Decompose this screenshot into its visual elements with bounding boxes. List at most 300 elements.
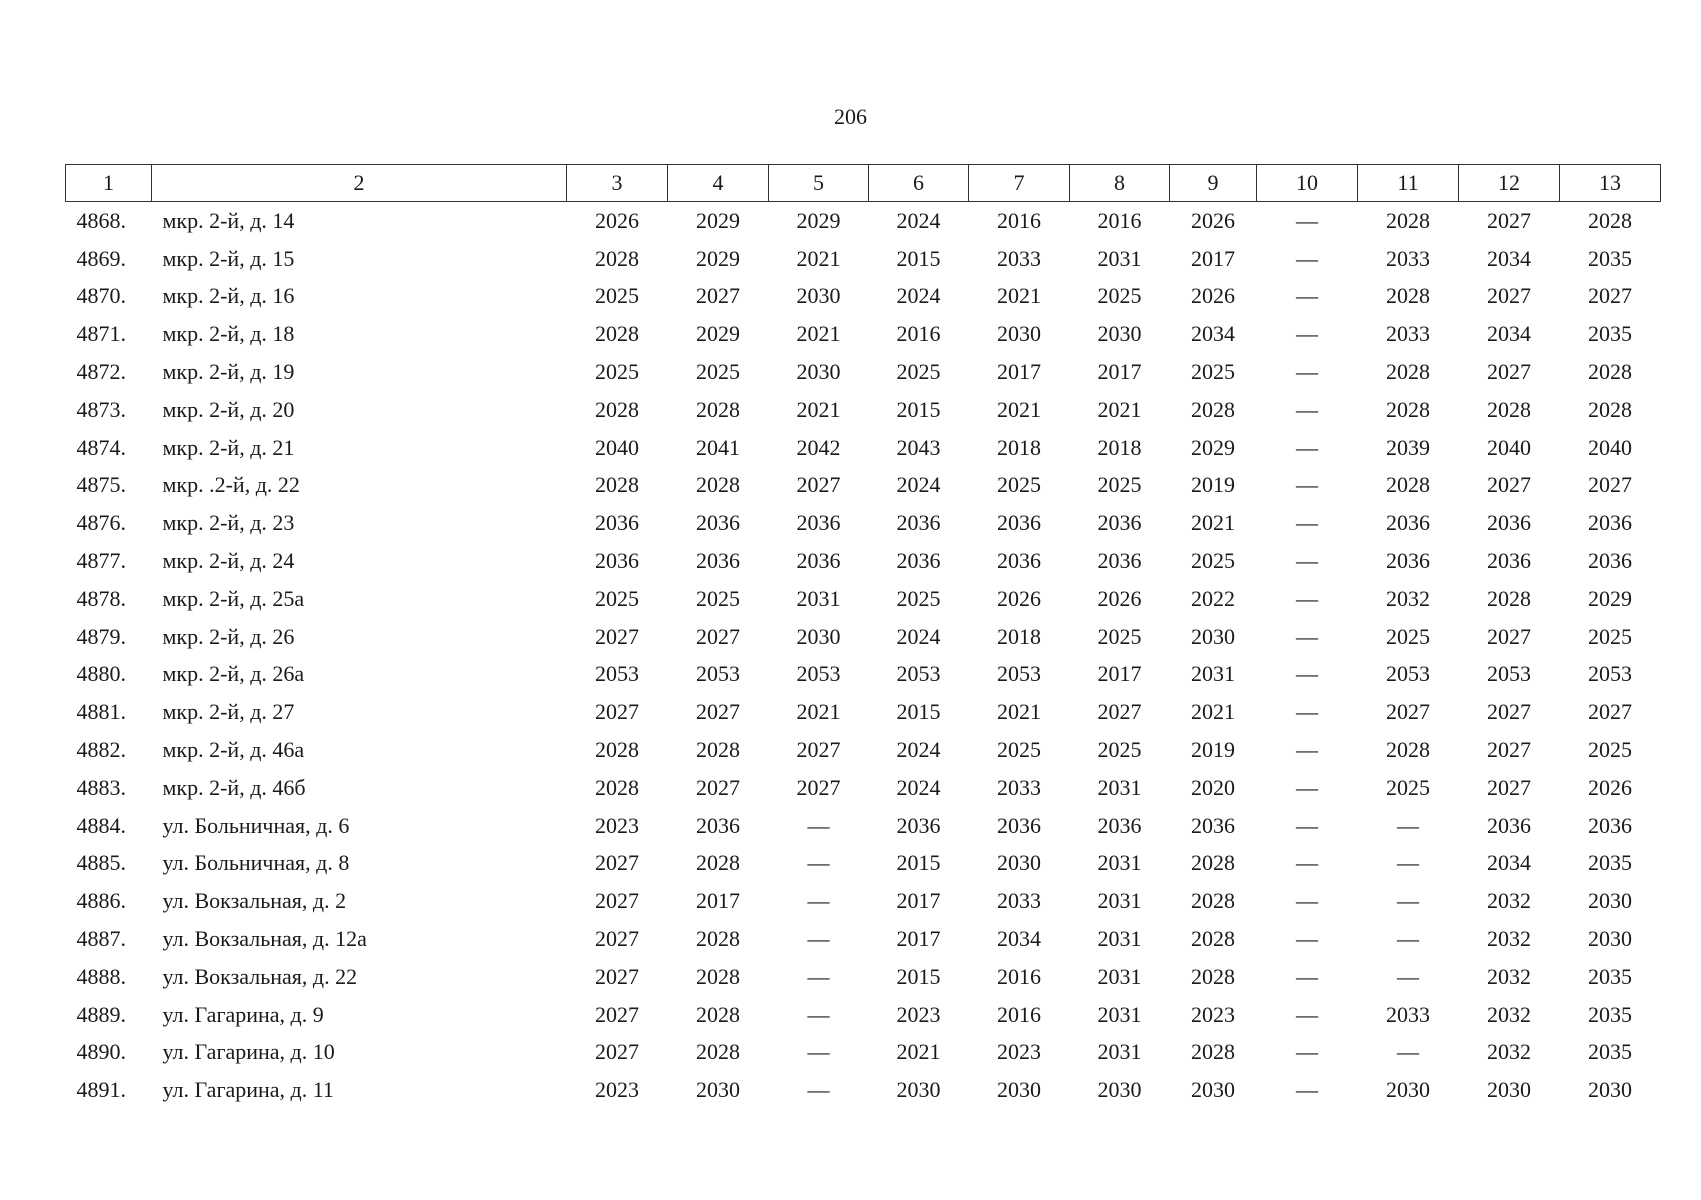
year-cell-col-9: 2031 — [1191, 661, 1235, 687]
row-number-cell: 4879. — [76, 623, 126, 649]
year-cell-col-3: 2027 — [595, 926, 639, 952]
year-cell-col-10: — — [1296, 1077, 1318, 1103]
year-cell-col-3: 2027 — [595, 963, 639, 989]
year-cell-col-6: 2021 — [896, 1039, 941, 1065]
year-cell-col-10: — — [1296, 812, 1318, 838]
year-cell-col-6: 2017 — [896, 888, 941, 914]
row-number-cell: 4886. — [76, 888, 126, 914]
year-cell-col-11: 2028 — [1386, 396, 1430, 422]
table-row — [66, 315, 1661, 353]
year-cell-col-7: 2030 — [997, 321, 1041, 347]
year-cell-col-13: 2028 — [1588, 207, 1632, 233]
year-cell-col-10: — — [1296, 321, 1318, 347]
year-cell-col-5: 2027 — [796, 774, 841, 800]
year-cell-col-5: — — [807, 812, 830, 838]
year-cell-col-9: 2028 — [1191, 396, 1235, 422]
year-cell-col-5: 2021 — [796, 396, 841, 422]
year-cell-col-8: 2031 — [1097, 774, 1142, 800]
year-cell-col-3: 2028 — [595, 396, 639, 422]
year-cell-col-10: — — [1296, 548, 1318, 574]
year-cell-col-6: 2024 — [896, 774, 941, 800]
table-row — [66, 202, 1661, 240]
year-cell-col-6: 2025 — [896, 359, 941, 385]
year-cell-col-13: 2053 — [1588, 661, 1632, 687]
year-cell-col-11: — — [1397, 926, 1419, 952]
address-cell: мкр. 2-й, д. 46а — [162, 737, 305, 763]
year-cell-col-9: 2026 — [1191, 283, 1235, 309]
year-cell-col-4: 2036 — [696, 510, 740, 536]
year-cell-col-5: — — [807, 1077, 830, 1103]
year-cell-col-11: 2033 — [1386, 321, 1430, 347]
year-cell-col-7: 2016 — [997, 1001, 1041, 1027]
year-cell-col-7: 2033 — [997, 888, 1041, 914]
year-cell-col-9: 2034 — [1191, 321, 1235, 347]
year-cell-col-11: — — [1397, 850, 1419, 876]
year-cell-col-4: 2027 — [696, 283, 740, 309]
year-cell-col-7: 2033 — [997, 245, 1041, 271]
year-cell-col-7: 2021 — [997, 699, 1041, 725]
schedule-table — [65, 164, 1661, 1109]
year-cell-col-11: 2053 — [1386, 661, 1430, 687]
year-cell-col-10: — — [1296, 434, 1318, 460]
year-cell-col-12: 2027 — [1487, 283, 1531, 309]
year-cell-col-8: 2016 — [1097, 207, 1142, 233]
year-cell-col-3: 2027 — [595, 1039, 639, 1065]
year-cell-col-13: 2036 — [1588, 548, 1632, 574]
row-number-cell: 4873. — [76, 396, 126, 422]
table-row — [66, 240, 1661, 278]
year-cell-col-7: 2021 — [997, 396, 1041, 422]
year-cell-col-3: 2023 — [595, 812, 639, 838]
year-cell-col-3: 2027 — [595, 699, 639, 725]
table-row — [66, 618, 1661, 656]
year-cell-col-13: 2030 — [1588, 926, 1632, 952]
year-cell-col-4: 2036 — [696, 812, 740, 838]
year-cell-col-3: 2025 — [595, 283, 639, 309]
table-row — [66, 769, 1661, 807]
address-cell: ул. Гагарина, д. 9 — [162, 1001, 324, 1027]
year-cell-col-7: 2018 — [997, 623, 1041, 649]
column-header-12: 12 — [1459, 165, 1560, 202]
column-header-1: 1 — [66, 165, 152, 202]
year-cell-col-8: 2017 — [1097, 359, 1142, 385]
year-cell-col-8: 2025 — [1097, 737, 1142, 763]
year-cell-col-11: 2028 — [1386, 737, 1430, 763]
year-cell-col-10: — — [1296, 207, 1318, 233]
table-row — [66, 882, 1661, 920]
year-cell-col-9: 2026 — [1191, 207, 1235, 233]
row-number-cell: 4891. — [76, 1077, 126, 1103]
address-cell: мкр. 2-й, д. 26 — [162, 623, 295, 649]
address-cell: ул. Вокзальная, д. 2 — [162, 888, 347, 914]
year-cell-col-13: 2035 — [1588, 245, 1632, 271]
row-number-cell: 4885. — [76, 850, 126, 876]
year-cell-col-12: 2032 — [1487, 963, 1531, 989]
column-header-13: 13 — [1560, 165, 1661, 202]
table-row — [66, 807, 1661, 845]
column-header-4: 4 — [668, 165, 769, 202]
year-cell-col-9: 2028 — [1191, 1039, 1235, 1065]
year-cell-col-10: — — [1296, 585, 1318, 611]
year-cell-col-3: 2028 — [595, 472, 639, 498]
column-header-7: 7 — [969, 165, 1070, 202]
year-cell-col-13: 2035 — [1588, 1039, 1632, 1065]
year-cell-col-10: — — [1296, 888, 1318, 914]
year-cell-col-12: 2034 — [1487, 850, 1531, 876]
year-cell-col-7: 2025 — [997, 472, 1041, 498]
year-cell-col-6: 2015 — [896, 963, 941, 989]
address-cell: ул. Гагарина, д. 10 — [162, 1039, 335, 1065]
year-cell-col-8: 2025 — [1097, 283, 1142, 309]
year-cell-col-7: 2018 — [997, 434, 1041, 460]
year-cell-col-13: 2035 — [1588, 1001, 1632, 1027]
year-cell-col-4: 2029 — [696, 321, 740, 347]
year-cell-col-7: 2017 — [997, 359, 1041, 385]
year-cell-col-3: 2026 — [595, 207, 639, 233]
year-cell-col-4: 2053 — [696, 661, 740, 687]
year-cell-col-5: 2031 — [796, 585, 841, 611]
year-cell-col-12: 2032 — [1487, 1001, 1531, 1027]
table-row — [66, 731, 1661, 769]
year-cell-col-10: — — [1296, 1039, 1318, 1065]
table-row — [66, 467, 1661, 505]
year-cell-col-3: 2028 — [595, 245, 639, 271]
year-cell-col-11: 2028 — [1386, 283, 1430, 309]
address-cell: ул. Гагарина, д. 11 — [162, 1077, 334, 1103]
year-cell-col-9: 2022 — [1191, 585, 1235, 611]
year-cell-col-4: 2028 — [696, 396, 740, 422]
year-cell-col-11: 2036 — [1386, 510, 1430, 536]
year-cell-col-12: 2027 — [1487, 623, 1531, 649]
year-cell-col-13: 2036 — [1588, 812, 1632, 838]
year-cell-col-12: 2027 — [1487, 207, 1531, 233]
year-cell-col-7: 2025 — [997, 737, 1041, 763]
year-cell-col-3: 2028 — [595, 321, 639, 347]
row-number-cell: 4876. — [76, 510, 126, 536]
year-cell-col-10: — — [1296, 623, 1318, 649]
year-cell-col-8: 2030 — [1097, 1077, 1142, 1103]
year-cell-col-7: 2036 — [997, 510, 1041, 536]
year-cell-col-4: 2028 — [696, 963, 740, 989]
year-cell-col-3: 2027 — [595, 888, 639, 914]
year-cell-col-11: 2033 — [1386, 1001, 1430, 1027]
year-cell-col-3: 2040 — [595, 434, 639, 460]
year-cell-col-10: — — [1296, 737, 1318, 763]
year-cell-col-6: 2017 — [896, 926, 941, 952]
year-cell-col-12: 2027 — [1487, 737, 1531, 763]
year-cell-col-8: 2036 — [1097, 510, 1142, 536]
year-cell-col-6: 2024 — [896, 283, 941, 309]
address-cell: мкр. 2-й, д. 18 — [162, 321, 295, 347]
year-cell-col-8: 2026 — [1097, 585, 1142, 611]
row-number-cell: 4884. — [76, 812, 126, 838]
year-cell-col-9: 2025 — [1191, 548, 1235, 574]
year-cell-col-13: 2036 — [1588, 510, 1632, 536]
address-cell: мкр. 2-й, д. 19 — [162, 359, 295, 385]
year-cell-col-6: 2025 — [896, 585, 941, 611]
row-number-cell: 4882. — [76, 737, 126, 763]
year-cell-col-11: 2028 — [1386, 359, 1430, 385]
year-cell-col-6: 2015 — [896, 699, 941, 725]
year-cell-col-6: 2024 — [896, 472, 941, 498]
table-row — [66, 1034, 1661, 1072]
column-header-8: 8 — [1070, 165, 1170, 202]
address-cell: мкр. 2-й, д. 14 — [162, 207, 295, 233]
year-cell-col-12: 2027 — [1487, 472, 1531, 498]
year-cell-col-4: 2036 — [696, 548, 740, 574]
year-cell-col-8: 2018 — [1097, 434, 1142, 460]
year-cell-col-13: 2030 — [1588, 1077, 1632, 1103]
year-cell-col-12: 2027 — [1487, 699, 1531, 725]
row-number-cell: 4874. — [76, 434, 126, 460]
year-cell-col-9: 2019 — [1191, 737, 1235, 763]
year-cell-col-8: 2031 — [1097, 888, 1142, 914]
year-cell-col-3: 2027 — [595, 623, 639, 649]
year-cell-col-4: 2028 — [696, 850, 740, 876]
year-cell-col-5: 2029 — [796, 207, 841, 233]
year-cell-col-6: 2024 — [896, 207, 941, 233]
table-header — [66, 165, 1661, 202]
year-cell-col-13: 2030 — [1588, 888, 1632, 914]
year-cell-col-8: 2030 — [1097, 321, 1142, 347]
row-number-cell: 4868. — [76, 207, 126, 233]
year-cell-col-7: 2034 — [997, 926, 1041, 952]
year-cell-col-12: 2040 — [1487, 434, 1531, 460]
year-cell-col-7: 2026 — [997, 585, 1041, 611]
year-cell-col-3: 2027 — [595, 1001, 639, 1027]
year-cell-col-5: — — [807, 963, 830, 989]
row-number-cell: 4888. — [76, 963, 126, 989]
row-number-cell: 4883. — [76, 774, 126, 800]
table-row — [66, 1071, 1661, 1109]
year-cell-col-13: 2040 — [1588, 434, 1632, 460]
row-number-cell: 4875. — [76, 472, 126, 498]
year-cell-col-12: 2030 — [1487, 1077, 1531, 1103]
year-cell-col-11: — — [1397, 812, 1419, 838]
year-cell-col-3: 2036 — [595, 548, 639, 574]
table-row — [66, 996, 1661, 1034]
year-cell-col-13: 2028 — [1588, 396, 1632, 422]
address-cell: мкр. 2-й, д. 27 — [162, 699, 295, 725]
year-cell-col-10: — — [1296, 963, 1318, 989]
address-cell: мкр. 2-й, д. 26а — [162, 661, 305, 687]
address-cell: ул. Вокзальная, д. 22 — [162, 963, 358, 989]
table-row — [66, 693, 1661, 731]
column-header-10: 10 — [1257, 165, 1358, 202]
year-cell-col-6: 2036 — [896, 510, 941, 536]
year-cell-col-7: 2030 — [997, 850, 1041, 876]
year-cell-col-8: 2031 — [1097, 1001, 1142, 1027]
year-cell-col-5: — — [807, 850, 830, 876]
year-cell-col-3: 2027 — [595, 850, 639, 876]
column-header-3: 3 — [567, 165, 668, 202]
address-cell: мкр. 2-й, д. 46б — [162, 774, 306, 800]
year-cell-col-4: 2028 — [696, 926, 740, 952]
year-cell-col-4: 2028 — [696, 1001, 740, 1027]
year-cell-col-13: 2025 — [1588, 737, 1632, 763]
year-cell-col-12: 2032 — [1487, 888, 1531, 914]
year-cell-col-13: 2025 — [1588, 623, 1632, 649]
year-cell-col-7: 2016 — [997, 963, 1041, 989]
year-cell-col-6: 2023 — [896, 1001, 941, 1027]
year-cell-col-10: — — [1296, 926, 1318, 952]
year-cell-col-9: 2021 — [1191, 510, 1235, 536]
year-cell-col-9: 2028 — [1191, 926, 1235, 952]
year-cell-col-6: 2030 — [896, 1077, 941, 1103]
year-cell-col-3: 2025 — [595, 359, 639, 385]
year-cell-col-5: 2036 — [796, 548, 841, 574]
year-cell-col-5: 2027 — [796, 737, 841, 763]
year-cell-col-10: — — [1296, 661, 1318, 687]
year-cell-col-11: 2033 — [1386, 245, 1430, 271]
year-cell-col-12: 2034 — [1487, 245, 1531, 271]
year-cell-col-6: 2015 — [896, 396, 941, 422]
row-number-cell: 4887. — [76, 926, 126, 952]
year-cell-col-7: 2016 — [997, 207, 1041, 233]
year-cell-col-12: 2027 — [1487, 774, 1531, 800]
year-cell-col-12: 2032 — [1487, 926, 1531, 952]
year-cell-col-13: 2027 — [1588, 699, 1632, 725]
year-cell-col-6: 2016 — [896, 321, 941, 347]
year-cell-col-11: 2032 — [1386, 585, 1430, 611]
row-number-cell: 4869. — [76, 245, 126, 271]
year-cell-col-10: — — [1296, 850, 1318, 876]
year-cell-col-6: 2043 — [896, 434, 941, 460]
year-cell-col-8: 2025 — [1097, 623, 1142, 649]
year-cell-col-12: 2034 — [1487, 321, 1531, 347]
year-cell-col-9: 2028 — [1191, 888, 1235, 914]
year-cell-col-6: 2053 — [896, 661, 941, 687]
year-cell-col-6: 2024 — [896, 623, 941, 649]
address-cell: мкр. 2-й, д. 15 — [162, 245, 295, 271]
year-cell-col-13: 2029 — [1588, 585, 1632, 611]
year-cell-col-6: 2024 — [896, 737, 941, 763]
year-cell-col-4: 2027 — [696, 623, 740, 649]
year-cell-col-4: 2028 — [696, 472, 740, 498]
year-cell-col-5: 2030 — [796, 359, 841, 385]
year-cell-col-9: 2017 — [1191, 245, 1235, 271]
row-number-cell: 4872. — [76, 359, 126, 385]
year-cell-col-6: 2015 — [896, 850, 941, 876]
address-cell: мкр. .2-й, д. 22 — [162, 472, 300, 498]
year-cell-col-4: 2017 — [696, 888, 740, 914]
year-cell-col-3: 2023 — [595, 1077, 639, 1103]
year-cell-col-7: 2036 — [997, 812, 1041, 838]
table-row — [66, 353, 1661, 391]
year-cell-col-6: 2015 — [896, 245, 941, 271]
year-cell-col-4: 2028 — [696, 737, 740, 763]
year-cell-col-11: 2030 — [1386, 1077, 1430, 1103]
year-cell-col-4: 2027 — [696, 699, 740, 725]
year-cell-col-4: 2025 — [696, 585, 740, 611]
year-cell-col-5: 2036 — [796, 510, 841, 536]
year-cell-col-9: 2019 — [1191, 472, 1235, 498]
year-cell-col-11: — — [1397, 888, 1419, 914]
column-header-6: 6 — [869, 165, 969, 202]
year-cell-col-4: 2030 — [696, 1077, 740, 1103]
year-cell-col-11: — — [1397, 963, 1419, 989]
year-cell-col-10: — — [1296, 472, 1318, 498]
address-cell: ул. Вокзальная, д. 12а — [162, 926, 367, 952]
year-cell-col-7: 2053 — [997, 661, 1041, 687]
year-cell-col-8: 2031 — [1097, 926, 1142, 952]
table-row — [66, 656, 1661, 694]
address-cell: мкр. 2-й, д. 20 — [162, 396, 295, 422]
year-cell-col-5: 2053 — [796, 661, 841, 687]
table-row — [66, 580, 1661, 618]
page-number: 206 — [834, 104, 867, 129]
year-cell-col-5: 2030 — [796, 283, 841, 309]
year-cell-col-8: 2017 — [1097, 661, 1142, 687]
address-cell: мкр. 2-й, д. 16 — [162, 283, 295, 309]
year-cell-col-8: 2036 — [1097, 548, 1142, 574]
table-row — [66, 920, 1661, 958]
year-cell-col-4: 2041 — [696, 434, 740, 460]
column-header-11: 11 — [1358, 165, 1459, 202]
year-cell-col-4: 2029 — [696, 207, 740, 233]
table-row — [66, 391, 1661, 429]
year-cell-col-12: 2036 — [1487, 812, 1531, 838]
year-cell-col-3: 2025 — [595, 585, 639, 611]
year-cell-col-12: 2036 — [1487, 548, 1531, 574]
year-cell-col-5: 2021 — [796, 245, 841, 271]
year-cell-col-4: 2027 — [696, 774, 740, 800]
column-header-5: 5 — [769, 165, 869, 202]
year-cell-col-6: 2036 — [896, 812, 941, 838]
year-cell-col-8: 2021 — [1097, 396, 1142, 422]
address-cell: мкр. 2-й, д. 24 — [162, 548, 295, 574]
year-cell-col-11: 2028 — [1386, 472, 1430, 498]
year-cell-col-10: — — [1296, 774, 1318, 800]
year-cell-col-10: — — [1296, 396, 1318, 422]
row-number-cell: 4870. — [76, 283, 126, 309]
year-cell-col-9: 2030 — [1191, 1077, 1235, 1103]
year-cell-col-13: 2035 — [1588, 321, 1632, 347]
address-cell: мкр. 2-й, д. 23 — [162, 510, 295, 536]
year-cell-col-7: 2036 — [997, 548, 1041, 574]
year-cell-col-12: 2053 — [1487, 661, 1531, 687]
year-cell-col-5: 2021 — [796, 699, 841, 725]
year-cell-col-10: — — [1296, 283, 1318, 309]
year-cell-col-11: 2036 — [1386, 548, 1430, 574]
year-cell-col-11: 2025 — [1386, 774, 1430, 800]
year-cell-col-8: 2027 — [1097, 699, 1142, 725]
year-cell-col-10: — — [1296, 359, 1318, 385]
year-cell-col-8: 2031 — [1097, 850, 1142, 876]
year-cell-col-9: 2036 — [1191, 812, 1235, 838]
table-row — [66, 429, 1661, 467]
table-row — [66, 504, 1661, 542]
year-cell-col-9: 2029 — [1191, 434, 1235, 460]
year-cell-col-13: 2026 — [1588, 774, 1632, 800]
year-cell-col-4: 2029 — [696, 245, 740, 271]
year-cell-col-9: 2028 — [1191, 963, 1235, 989]
address-cell: мкр. 2-й, д. 21 — [162, 434, 295, 460]
year-cell-col-11: 2039 — [1386, 434, 1430, 460]
year-cell-col-5: 2042 — [796, 434, 841, 460]
year-cell-col-10: — — [1296, 699, 1318, 725]
year-cell-col-7: 2021 — [997, 283, 1041, 309]
year-cell-col-4: 2025 — [696, 359, 740, 385]
schedule-table-container — [65, 164, 1661, 1109]
row-number-cell: 4889. — [76, 1001, 126, 1027]
year-cell-col-12: 2036 — [1487, 510, 1531, 536]
row-number-cell: 4871. — [76, 321, 126, 347]
year-cell-col-8: 2031 — [1097, 1039, 1142, 1065]
year-cell-col-6: 2036 — [896, 548, 941, 574]
year-cell-col-5: — — [807, 1039, 830, 1065]
header-row — [66, 165, 1661, 202]
